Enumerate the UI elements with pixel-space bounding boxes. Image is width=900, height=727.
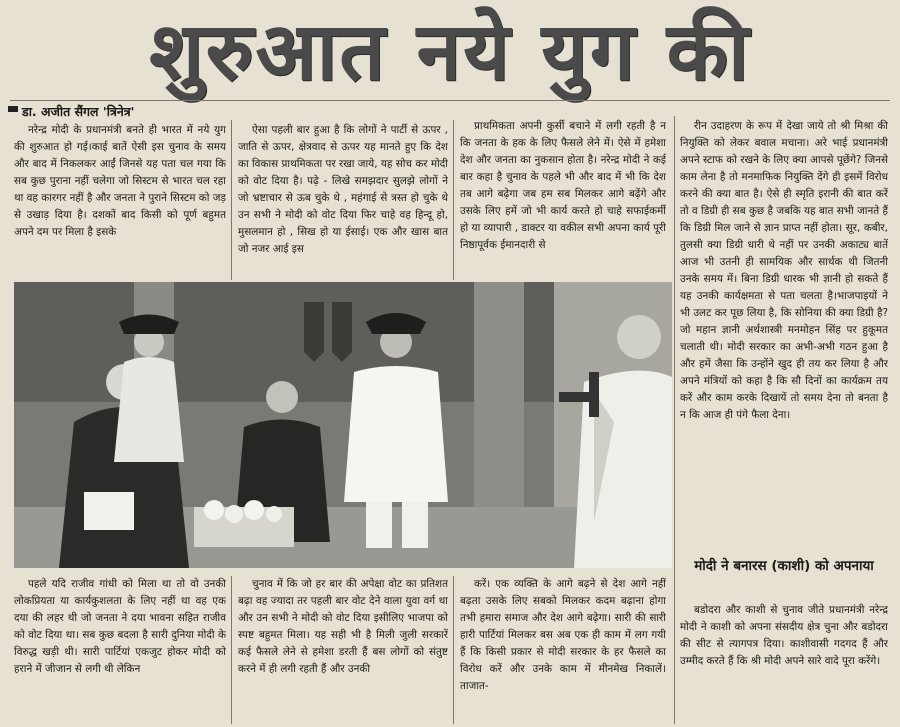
article-column-4: [680, 118, 888, 558]
column-rule: [453, 120, 454, 280]
headline: शुरुआत नये युग की: [149, 5, 751, 98]
article-column-1-continued: [14, 576, 226, 724]
article-column-4-continued: [680, 602, 888, 724]
paragraph: पहले यदि राजीव गांधी को मिला था तो वो उनकी लोकप्रियता या कार्यकुशलता के लिए नहीं था वह एक दया की लहर थी जो जनता ने दया भावना सहित राजीव को वोट दिया था। सब कुछ बदला है सारी दुनिया मोदी के विरुद्ध खड़ी थी। सारी पार्टियां एकजुट होकर मोदी को हराने में जीजान से लगी थी लेकिन: [14, 578, 226, 675]
paragraph: ऐसा पहली बार हुआ है कि लोगों ने पार्टी से ऊपर , जाति से ऊपर, क्षेत्रवाद से ऊपर यह मानते हुए कि देश का विकास प्राथमिकता पर रखा जाये, यह सोच कर मोदी को वोट दिया है। पढ़े - लिखे समझदार सुलझे लोगों ने जो भ्रष्टाचार से ऊब चुके थे , महंगाई से त्रस्त हो चुके थे उन सभी ने मोदी को वोट दिया फिर चाहे वह हिन्दू हो, मुसलमान हो , सिख हो या ईसाई। एक और खास बात जो नजर आई इस: [238, 124, 448, 255]
byline-marker: [8, 106, 18, 112]
subheading: मोदी ने बनारस (काशी) को अपनाया: [694, 558, 874, 574]
paragraph: प्राथमिकता अपनी कुर्सी बचाने में लगी रहती है न कि जनता के हक के लिए फैसले लेने में। ऐसे में हमेशा देश और जनता का नुकसान होता है। नरेन्द्र मोदी ने कई बार कहा है चुनाव के पहले भी और बाद में भी कि देश तब आगे बढ़ेगा जब हम सब मिलकर आगे बढ़ेंगे और उसके लिए हमें जो भी कार्य करते हो चाहे सफाईकर्मी हो या व्यापारी , डाक्टर या वकील सभी अपना कार्य पूरी निष्ठापूर्वक ईमानदारी से: [460, 120, 666, 251]
column-rule: [674, 116, 675, 724]
article-column-3: [460, 118, 666, 280]
paragraph: करें। एक व्यक्ति के आगे बढ़ने से देश आगे नहीं बढ़ता उसके लिए सबको मिलकर कदम बढ़ाना होगा तभी हमारा समाज और देश आगे बढ़ेगा। सारी की सारी हारी पार्टियां मिलकर बस अब एक ही काम में लग गयी हैं कि किसी प्रकार से मोदी सरकार के हर फैसले का विरोध करें और उनके काम में मीनमेख निकालें। ताजात-: [460, 578, 666, 692]
article-column-2-continued: [238, 576, 448, 724]
paragraph: बडोदरा और काशी से चुनाव जीते प्रधानमंत्री नरेन्द्र मोदी ने काशी को अपना संसदीय क्षेत्र चुना और बडोदरा की सीट से त्यागपत्र दिया। काशीवासी गदगद हैं और उम्मीद करते हैं कि श्री मोदी अपने सारे वादे पूरा करेंगे।: [680, 604, 888, 667]
article-column-2: [238, 122, 448, 280]
article-column-3-continued: [460, 576, 666, 724]
column-rule: [453, 576, 454, 724]
column-rule: [231, 120, 232, 280]
paragraph: नरेन्द्र मोदी के प्रधानमंत्री बनते ही भारत में नये युग की शुरुआत हो गई।काई बातें ऐसी इस चुनाव के समय और बाद में निकलकर आईं जिनसे यह पता चल गया कि सब कुछ पुराना नहीं चलेगा जो सिस्टम से भारत चल रहा था वह कारगर नहीं है और जनता ने पुराने सिस्टम को जड़ से उखाड़ दिया है। दशकों बाद किसी को पूर्ण बहुमत अपने दम पर मिला है इसके: [14, 124, 226, 238]
headline-rule: [10, 100, 890, 101]
swearing-in-photo: [14, 282, 672, 568]
paragraph: रीन उदाहरण के रूप में देखा जाये तो श्री मिश्रा की नियुक्ति को लेकर बवाल मचाना। अरे भाई प्रधानमंत्री अपने स्टाफ को रखने के लिए क्या आपसे पूछेंगे? जिनसे काम लेना है तो मनमाफिक नियुक्ति देंगे ही इसमें विरोध करने की क्या बात है। ऐसे ही स्मृति इरानी की बात करें तो व डिग्री ही सब कुछ है जबकि यह बात सभी जानते हैं कि डिग्री मिल जाने से ज्ञान प्राप्त नहीं होता। सूर, कबीर, तुलसी क्या डिग्री धारी थे नहीं पर उनकी अकाट्य बातें आज भी उतनी ही सामयिक और सार्थक थी जितनी उनके समय में। बिना डिग्री धारक भी ज्ञानी हो सकते हैं यह उनकी कार्यक्षमता से पता चलता है।भाजपाइयों ने भी उलट कर पूछ लिया है, कि सोनिया की क्या डिग्री है? जो महान ज्ञानी अर्थशास्त्री मनमोहन सिंह पर हुकूमत चलाती थी। मोदी सरकार का अभी-अभी गठन हुआ है और हमें जैसा कि उन्होंने खुद ही तय कर लिया है और अपने मंत्रियों को कहा है कि सौ दिनों का कार्यक्रम तय करें और काम करके दिखायें तो समय देना तो बनता है न कि आज ही पंगे फैला देना।: [680, 120, 888, 421]
article-column-1: [14, 122, 226, 280]
paragraph: चुनाव में कि जो हर बार की अपेक्षा वोट का प्रतिशत बढ़ा वह ज्यादा तर पहली बार वोट देने वाला युवा वर्ग था और उन सभी ने मोदी को वोट दिया इसीलिए भाजपा को स्पष्ट बहुमत मिला। यह सही भी है मिली जुली सरकारें कई फैसले लेने से हमेशा डरती हैं बस लोगों को संतुष्ट करने में ही लगी रहती हैं और उनकी: [238, 578, 448, 675]
column-rule: [231, 576, 232, 724]
byline: डा. अजीत सैंगल 'त्रिनेत्र': [22, 104, 135, 119]
